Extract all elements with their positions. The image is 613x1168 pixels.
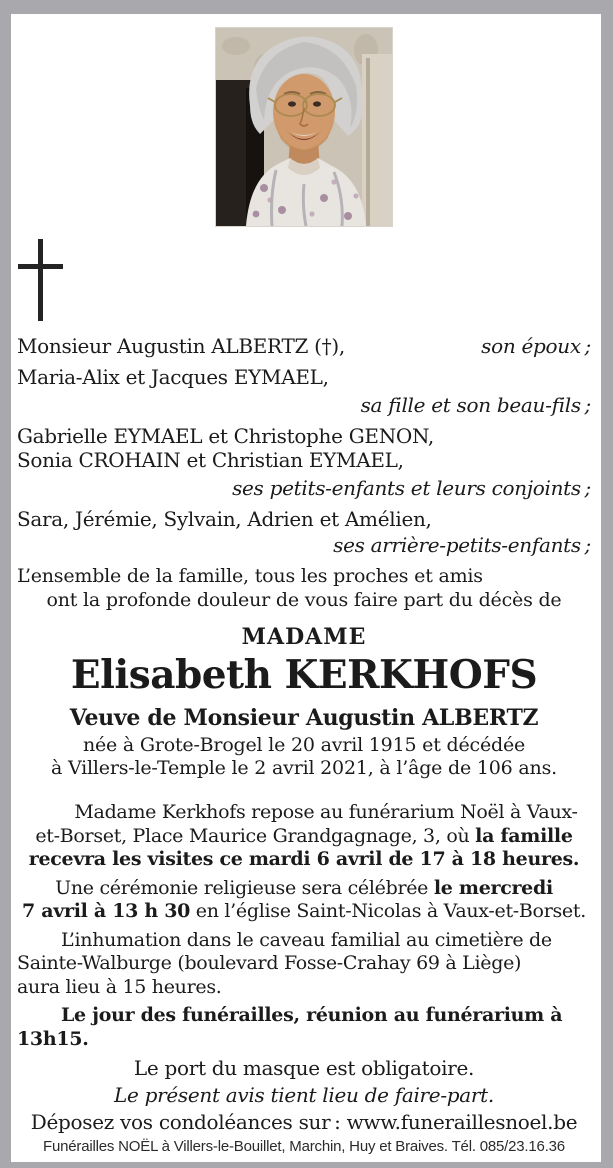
funeral-paragraph-meeting	[17, 1004, 591, 1051]
deceased-name: Elisabeth KERKHOFS	[70, 652, 538, 698]
family-names: Sonia CROHAIN et Christian EYMAEL,	[17, 448, 404, 472]
funeral-text: et-Borset, Place Maurice Grandgagnage, 3, où	[35, 824, 476, 847]
birth-death-line-1: née à Grote-Brogel le 20 avril 1915 et décédée	[82, 734, 526, 756]
deceased-subtitle: Veuve de Monsieur Augustin ALBERTZ	[69, 705, 539, 731]
birth-death-line-2: à Villers-le-Temple le 2 avril 2021, à l’âge de 106 ans.	[51, 757, 557, 779]
family-names: Maria-Alix et Jacques EYMAEL,	[17, 365, 329, 389]
funeral-info	[17, 801, 591, 1051]
announcement-line-2: ont la profonde douleur de vous faire part du décès de	[46, 589, 562, 611]
funeral-text-bold: Le jour des funérailles, réunion au funérarium à	[61, 1004, 563, 1026]
family-entry-spouse	[17, 334, 591, 358]
relation-label: sa fille et son beau-fils ;	[360, 393, 591, 417]
funeral-text: Sainte-Walburge (boulevard Fosse-Crahay 69 à Liège)	[17, 952, 522, 974]
family-names: Monsieur Augustin ALBERTZ (†),	[17, 334, 345, 358]
family-names: Sara, Jérémie, Sylvain, Adrien et Amélien,	[17, 507, 432, 531]
relation-label: son époux ;	[481, 334, 591, 358]
deceased-title: MADAME	[241, 624, 367, 650]
funeral-text: en l’église Saint-Nicolas à Vaux-et-Borset.	[190, 900, 586, 922]
funeral-home-footer: Funérailles NOËL à Villers-le-Bouillet, Marchin, Huy et Braives. Tél. 085/23.16.36	[43, 1138, 565, 1155]
condolences-line: Déposez vos condoléances sur : www.funeraillesnoel.be	[30, 1110, 578, 1134]
relation-label: ses petits-enfants et leurs conjoints ;	[232, 476, 591, 500]
funeral-text-bold: le mercredi	[433, 876, 553, 899]
funeral-paragraph-visits	[17, 801, 591, 872]
funeral-text-bold: 7 avril à 13 h 30	[22, 900, 191, 922]
family-entry-grandchildren	[17, 424, 591, 500]
notice-card	[11, 14, 601, 1162]
mask-notice: Le port du masque est obligatoire.	[133, 1056, 475, 1080]
portrait-photo	[215, 27, 393, 227]
family-list	[17, 334, 591, 557]
funeral-text-bold: 13h15.	[17, 1027, 89, 1050]
funeral-text: L’inhumation dans le caveau familial au cimetière de	[61, 928, 552, 951]
family-entry-daughter	[17, 365, 591, 417]
funeral-text-bold: recevra les visites ce mardi 6 avril de 17 à 18 heures.	[28, 848, 580, 870]
announcement	[17, 564, 591, 612]
funeral-text: Madame Kerkhofs repose au funérarium Noël à Vaux-	[74, 801, 578, 823]
funeral-paragraph-burial	[17, 929, 591, 1000]
family-entry-great-grandchildren	[17, 507, 591, 557]
funeral-text-bold: la famille	[475, 824, 573, 847]
faire-part-notice: Le présent avis tient lieu de faire-part.	[114, 1083, 494, 1107]
funeral-paragraph-ceremony	[17, 877, 591, 924]
latin-cross-icon	[18, 239, 591, 321]
family-names: Gabrielle EYMAEL et Christophe GENON,	[17, 424, 434, 448]
funeral-text: Une cérémonie religieuse sera célébrée	[55, 876, 434, 899]
closing-block	[17, 1056, 591, 1134]
birth-death-info	[17, 734, 591, 780]
relation-label: ses arrière-petits-enfants ;	[333, 533, 591, 557]
funeral-text: aura lieu à 15 heures.	[17, 975, 222, 998]
announcement-line-1: L’ensemble de la famille, tous les proches et amis	[17, 565, 483, 587]
